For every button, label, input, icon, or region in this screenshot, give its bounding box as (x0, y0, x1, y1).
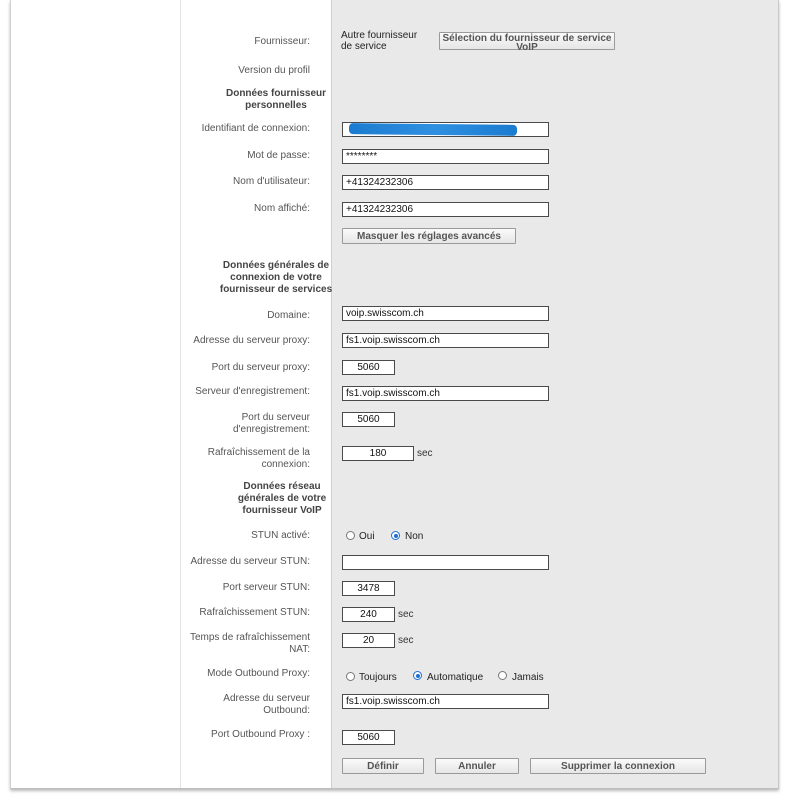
proxy-address-label: Adresse du serveur proxy: (193, 335, 310, 346)
outbound-mode-label: Mode Outbound Proxy: (207, 668, 310, 679)
login-field[interactable] (342, 122, 549, 137)
stun-port-field[interactable]: 3478 (342, 581, 395, 596)
nat-refresh-unit: sec (398, 635, 414, 646)
nat-refresh-label: Temps de rafraîchissement NAT: (189, 632, 310, 655)
outbound-always-label: Toujours (359, 672, 397, 683)
domain-field[interactable]: voip.swisscom.ch (342, 306, 549, 321)
registrar-label: Serveur d'enregistrement: (195, 386, 310, 397)
nat-refresh-field[interactable]: 20 (342, 633, 395, 648)
hide-advanced-button[interactable]: Masquer les réglages avancés (342, 228, 516, 244)
settings-panel (10, 0, 779, 789)
profile-version-label: Version du profil (238, 65, 310, 76)
stun-refresh-label: Rafraîchissement STUN: (199, 607, 310, 618)
network-section-title: Données réseau générales de votre fournisseur VoIP (237, 481, 327, 516)
login-label: Identifiant de connexion: (201, 123, 310, 134)
registrar-field[interactable]: fs1.voip.swisscom.ch (342, 386, 549, 401)
stun-server-label: Adresse du serveur STUN: (190, 556, 310, 567)
refresh-unit: sec (417, 448, 433, 459)
outbound-never-label: Jamais (512, 672, 544, 683)
domain-label: Domaine: (267, 310, 310, 321)
registrar-port-field[interactable]: 5060 (342, 412, 395, 427)
display-name-label: Nom affiché: (254, 203, 310, 214)
stun-no-label: Non (405, 531, 424, 542)
general-section-title: Données générales de connexion de votre fournisseur de services (219, 260, 333, 295)
stun-yes-label: Oui (359, 531, 375, 542)
outbound-never-radio[interactable] (498, 671, 507, 680)
proxy-port-field[interactable]: 5060 (342, 360, 395, 375)
stun-refresh-field[interactable]: 240 (342, 607, 395, 622)
outbound-always-radio[interactable] (346, 672, 355, 681)
stun-port-label: Port serveur STUN: (222, 582, 310, 593)
proxy-address-field[interactable]: fs1.voip.swisscom.ch (342, 333, 549, 348)
outbound-auto-radio[interactable] (413, 671, 422, 680)
stun-enabled-label: STUN activé: (251, 530, 310, 541)
provider-label: Fournisseur: (254, 36, 310, 47)
delete-connection-button[interactable]: Supprimer la connexion (530, 758, 706, 774)
provider-value: Autre fournisseur de service (341, 30, 418, 52)
outbound-auto-label: Automatique (427, 672, 484, 683)
proxy-port-label: Port du serveur proxy: (211, 362, 310, 373)
stun-server-field[interactable] (342, 555, 549, 570)
refresh-label: Rafraîchissement de la connexion: (207, 447, 310, 470)
stun-no-radio[interactable] (391, 531, 400, 540)
cancel-button[interactable]: Annuler (435, 758, 519, 774)
outbound-server-label: Adresse du serveur Outbound: (223, 693, 310, 716)
registrar-port-label: Port du serveur d'enregistrement: (233, 412, 310, 435)
stun-yes-radio[interactable] (346, 531, 355, 540)
select-provider-button[interactable]: Sélection du fournisseur de service VoIP (439, 32, 615, 50)
redaction-mark (349, 123, 517, 136)
outbound-server-field[interactable]: fs1.voip.swisscom.ch (342, 694, 549, 709)
password-field[interactable]: ******** (342, 149, 549, 164)
refresh-field[interactable]: 180 (342, 446, 414, 461)
username-field[interactable]: +41324232306 (342, 175, 549, 190)
password-label: Mot de passe: (247, 150, 310, 161)
define-button[interactable]: Définir (342, 758, 424, 774)
personal-section-title: Données fournisseur personnelles (225, 88, 327, 111)
stun-refresh-unit: sec (398, 609, 414, 620)
username-label: Nom d'utilisateur: (233, 176, 310, 187)
outbound-port-field[interactable]: 5060 (342, 730, 395, 745)
display-name-field[interactable]: +41324232306 (342, 202, 549, 217)
outbound-port-label: Port Outbound Proxy : (211, 729, 310, 740)
